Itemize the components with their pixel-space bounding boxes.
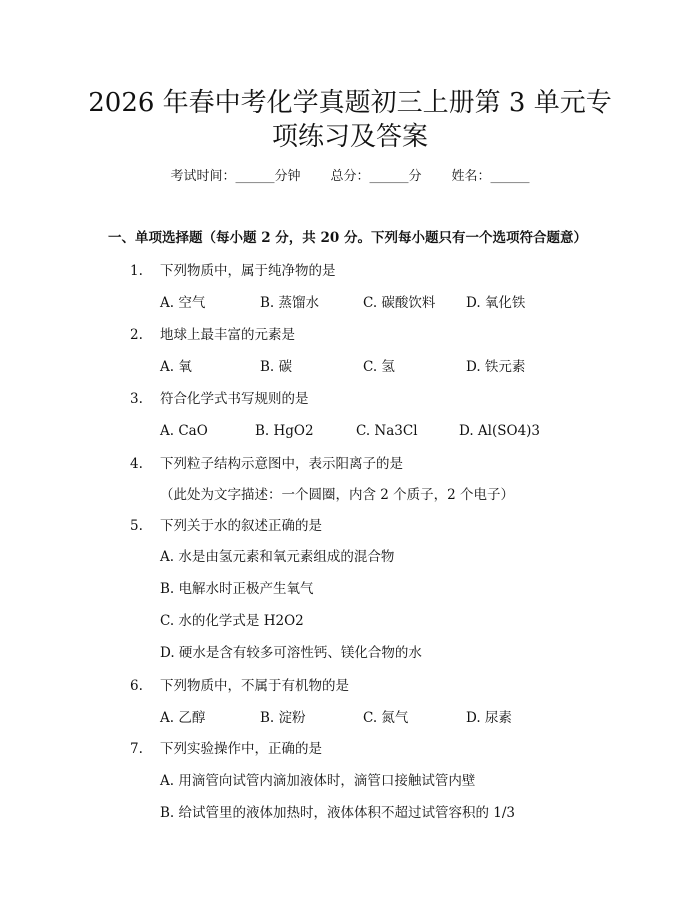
question-text: 下列关于水的叙述正确的是 — [160, 518, 322, 534]
total-score-field: 总分：______分 — [330, 169, 422, 184]
exam-time-field: 考试时间：______分钟 — [170, 169, 301, 184]
option-b: B. 给试管里的液体加热时，液体体积不超过试管容积的 1/3 — [160, 805, 516, 821]
question-number: 6. — [130, 678, 143, 694]
question-text: 下列物质中，不属于有机物的是 — [160, 678, 349, 694]
option-d: D. 硬水是含有较多可溶性钙、镁化合物的水 — [160, 645, 422, 661]
option-c: C. Na3Cl — [356, 423, 418, 439]
question-number: 1. — [130, 263, 143, 279]
option-a: A. 水是由氢元素和氧元素组成的混合物 — [160, 549, 395, 565]
option-b: B. HgO2 — [255, 423, 314, 439]
option-c: C. 氮气 — [363, 710, 409, 726]
exam-info — [0, 168, 700, 186]
question-number: 5. — [130, 518, 143, 534]
option-c: C. 氢 — [363, 359, 395, 375]
section-heading: 一、单项选择题（每小题 2 分，共 20 分。下列每小题只有一个选项符合题意） — [108, 230, 587, 246]
question-text: 下列物质中，属于纯净物的是 — [160, 263, 336, 279]
question-number: 2. — [130, 327, 143, 343]
option-a: A. 空气 — [160, 295, 206, 311]
question-number: 4. — [130, 456, 143, 472]
option-b: B. 蒸馏水 — [260, 295, 320, 311]
option-b: B. 碳 — [260, 359, 293, 375]
option-a: A. 用滴管向试管内滴加液体时，滴管口接触试管内壁 — [160, 773, 476, 789]
option-d: D. Al(SO4)3 — [459, 423, 541, 439]
option-c: C. 水的化学式是 H2O2 — [160, 613, 304, 629]
question-number: 3. — [130, 391, 143, 407]
option-a: A. CaO — [160, 423, 208, 439]
option-b: B. 淀粉 — [260, 710, 306, 726]
option-a: A. 氧 — [160, 359, 192, 375]
option-d: D. 氧化铁 — [466, 295, 526, 311]
question-4-diagram-note: （此处为文字描述：一个圆圈，内含 2 个质子，2 个电子） — [160, 487, 515, 503]
option-d: D. 尿素 — [466, 710, 512, 726]
option-a: A. 乙醇 — [160, 710, 206, 726]
option-d: D. 铁元素 — [466, 359, 526, 375]
document-title-line-2: 项练习及答案 — [271, 122, 428, 152]
question-text: 下列实验操作中，正确的是 — [160, 741, 322, 757]
option-b: B. 电解水时正极产生氧气 — [160, 581, 314, 597]
question-text: 下列粒子结构示意图中，表示阳离子的是 — [160, 456, 403, 472]
document-title-line-1: 2026 年春中考化学真题初三上册第 3 单元专 — [88, 88, 612, 118]
question-text: 地球上最丰富的元素是 — [160, 327, 295, 343]
student-name-field: 姓名：______ — [451, 169, 530, 184]
question-number: 7. — [130, 741, 143, 757]
option-c: C. 碳酸饮料 — [363, 295, 436, 311]
question-text: 符合化学式书写规则的是 — [160, 391, 309, 407]
